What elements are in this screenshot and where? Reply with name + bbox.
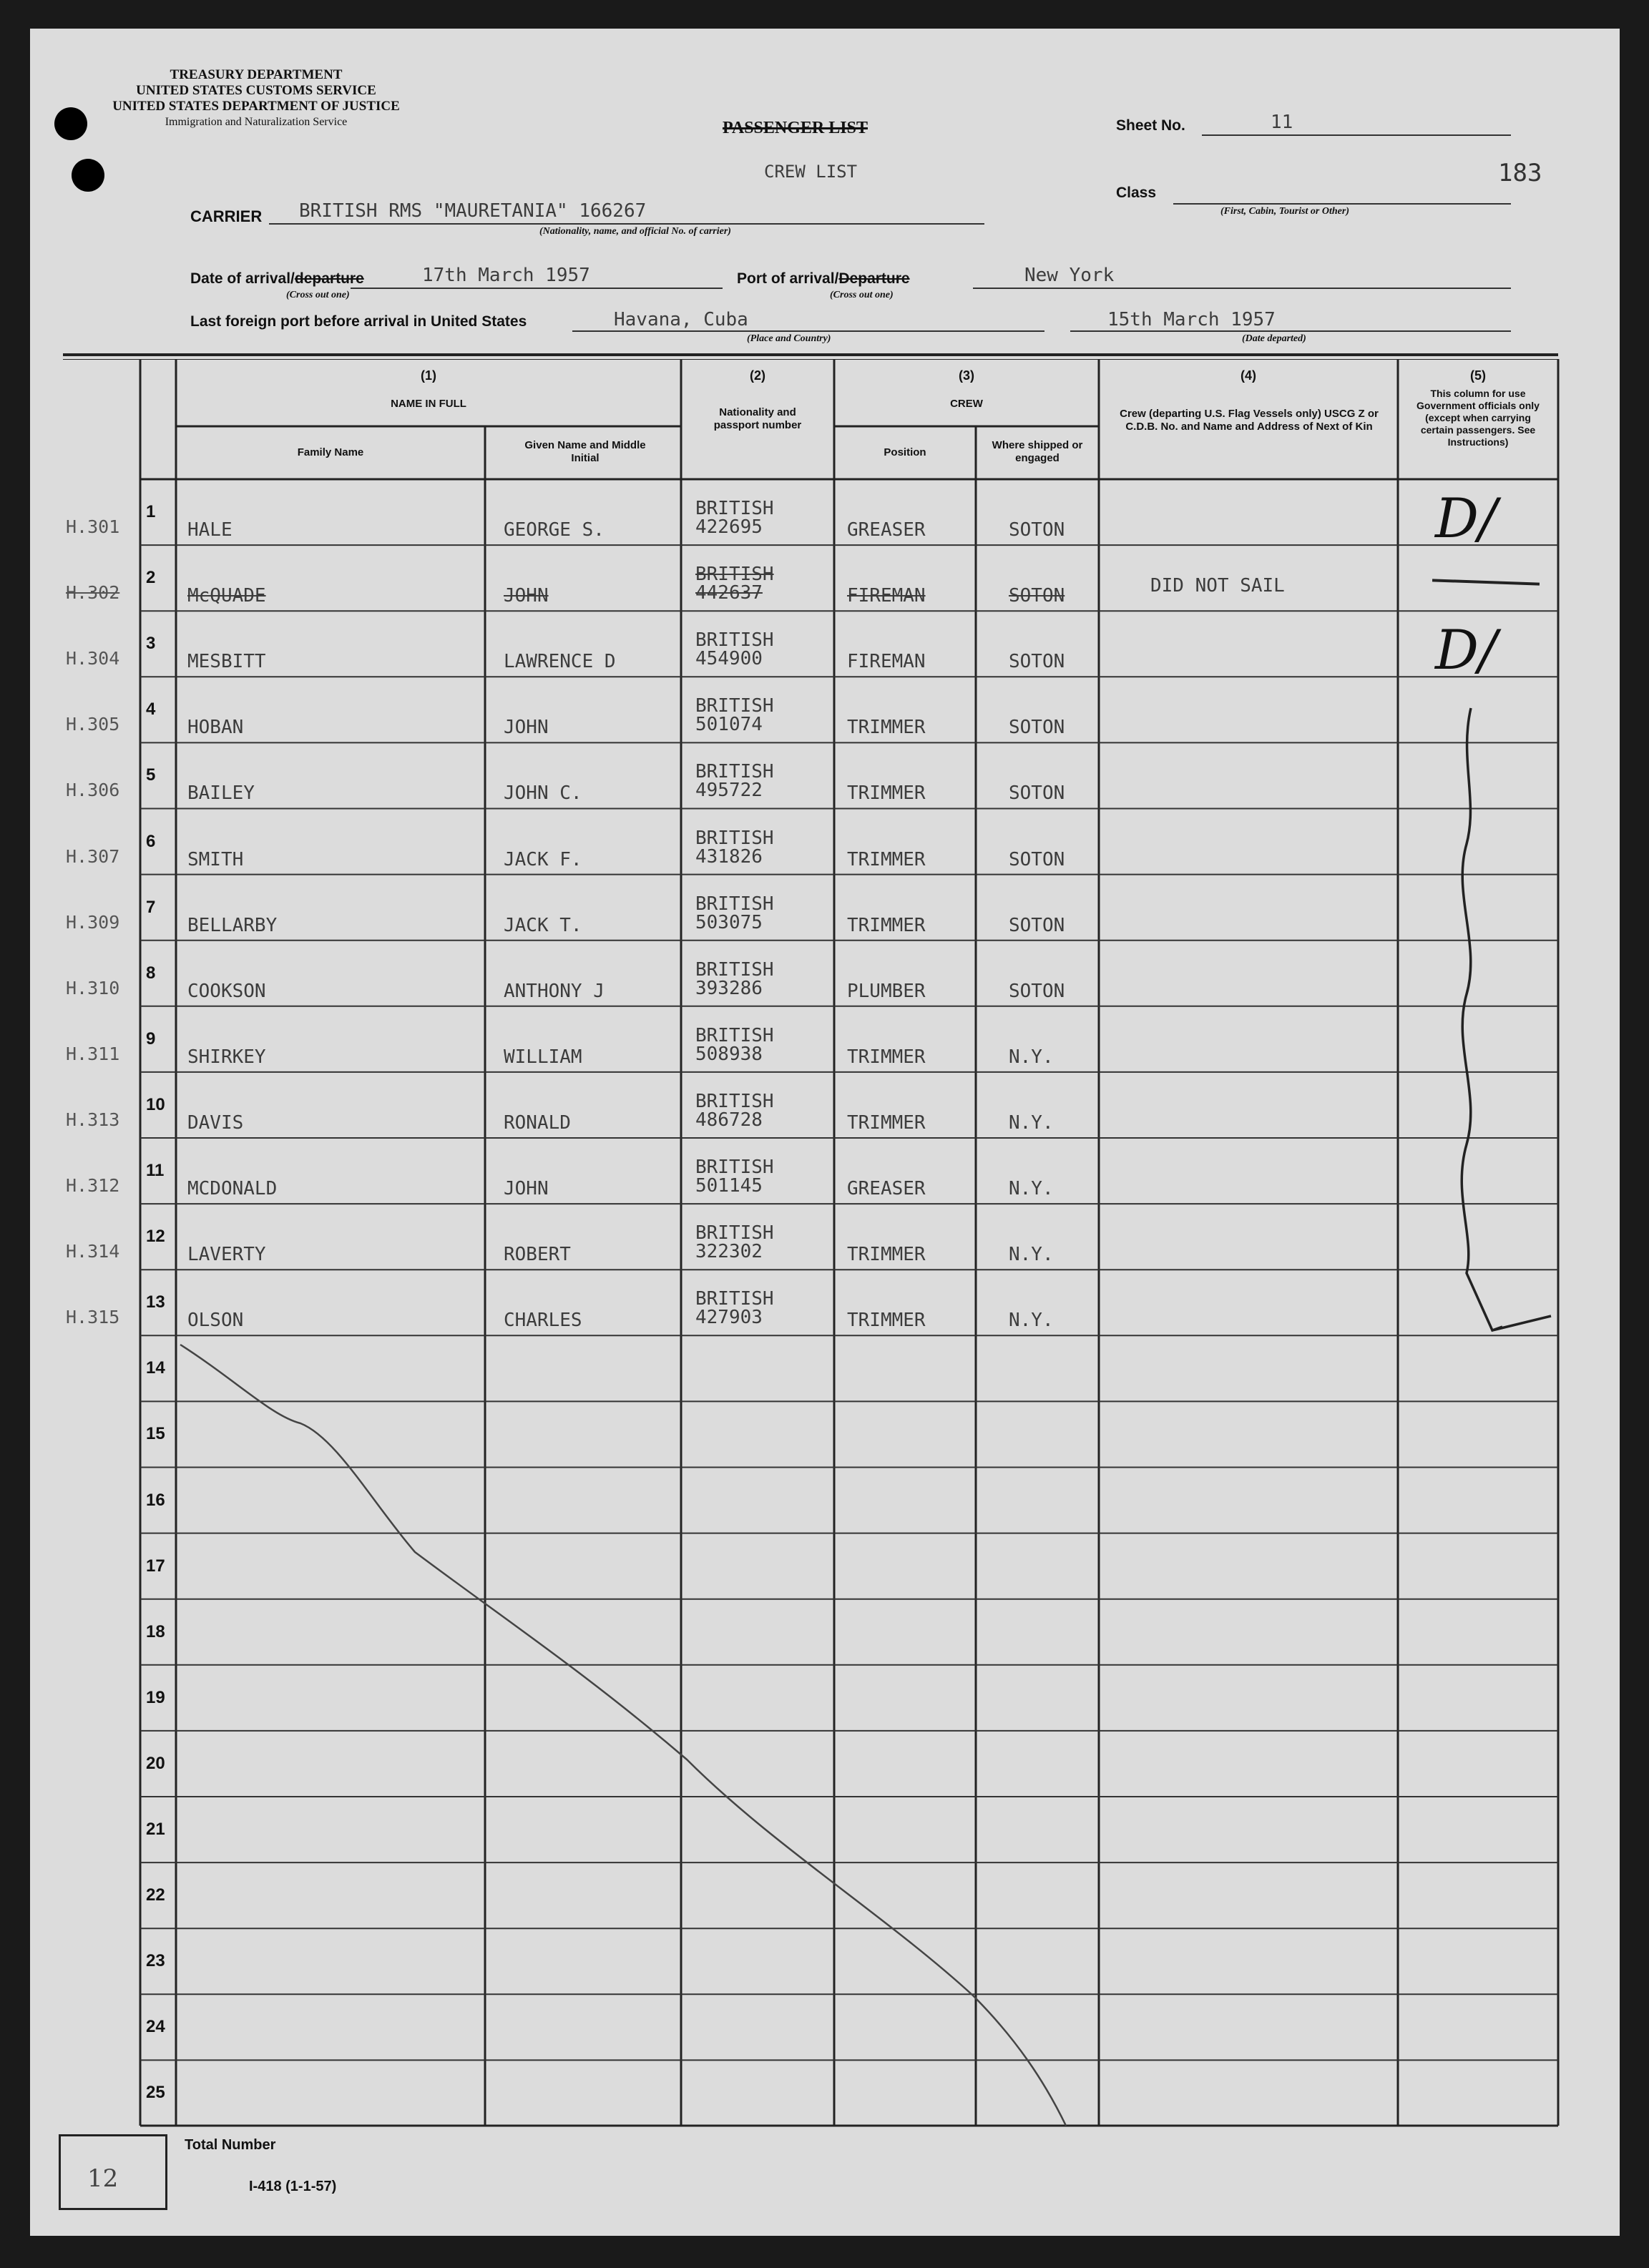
row-number: 10 (146, 1094, 165, 1114)
nationality: BRITISH (695, 629, 774, 652)
col3-number: (3) (959, 368, 974, 383)
where-shipped: SOTON (1009, 914, 1065, 936)
family-name: DAVIS (187, 1111, 244, 1134)
family-name: OLSON (187, 1310, 244, 1332)
row-reference: H.309 (66, 911, 120, 933)
position: TRIMMER (847, 914, 926, 936)
port-cross-caption: (Cross out one) (830, 290, 894, 300)
row-reference: H.301 (66, 516, 120, 537)
where-shipped: N.Y. (1009, 1244, 1054, 1266)
col-position: Position (884, 446, 926, 458)
passport-number: 427903 (695, 1307, 763, 1329)
row-reference: H.307 (66, 845, 120, 867)
family-name: MESBITT (187, 651, 266, 673)
col5-number: (5) (1470, 368, 1486, 383)
row-reference: H.315 (66, 1307, 120, 1328)
last-port-label: Last foreign port before arrival in United States (190, 313, 527, 330)
row-number: 13 (146, 1292, 165, 1312)
position: TRIMMER (847, 1111, 926, 1134)
row-number: 8 (146, 963, 156, 983)
nationality: BRITISH (695, 695, 774, 717)
carrier-value: BRITISH RMS "MAURETANIA" 166267 (299, 200, 647, 222)
handwritten-bracket (1462, 708, 1551, 1330)
date-departed-caption: (Date departed) (1242, 333, 1306, 344)
passport-number: 322302 (695, 1241, 763, 1263)
family-name: LAVERTY (187, 1244, 266, 1266)
row-number: 16 (146, 1490, 165, 1510)
nationality: BRITISH (695, 827, 774, 849)
col1-number: (1) (421, 368, 436, 383)
row-reference: H.306 (66, 780, 120, 801)
family-name: SHIRKEY (187, 1046, 266, 1068)
col1-title: NAME IN FULL (391, 398, 466, 410)
col4-number: (4) (1241, 368, 1256, 383)
passport-number: 486728 (695, 1109, 763, 1131)
where-shipped: SOTON (1009, 980, 1065, 1002)
sheet-label: Sheet No. (1116, 117, 1185, 134)
agency-line-2: UNITED STATES CUSTOMS SERVICE (136, 83, 376, 98)
passport-number: 442637 (695, 582, 763, 604)
arrival-cross-caption: (Cross out one) (286, 290, 350, 300)
row-number: 12 (146, 1227, 165, 1247)
row-number: 1 (146, 502, 156, 521)
agency-line-4: Immigration and Naturalization Service (165, 116, 348, 128)
class-caption: (First, Cabin, Tourist or Other) (1220, 206, 1349, 217)
passport-number: 501074 (695, 714, 763, 736)
list-title: CREW LIST (764, 162, 858, 182)
where-shipped: N.Y. (1009, 1178, 1054, 1199)
row-reference: H.311 (66, 1043, 120, 1064)
row-reference: H.314 (66, 1241, 120, 1262)
row-number: 2 (146, 568, 156, 588)
nationality: BRITISH (695, 1288, 774, 1310)
last-port-caption: (Place and Country) (747, 333, 831, 344)
col-family-name: Family Name (297, 446, 364, 458)
col-where-shipped: Where shipped or engaged (992, 439, 1083, 464)
official-mark: D/ (1435, 618, 1497, 682)
where-shipped: N.Y. (1009, 1046, 1054, 1068)
passport-number: 454900 (695, 648, 763, 670)
row-number: 24 (146, 2017, 165, 2037)
row-reference: H.304 (66, 648, 120, 669)
remark: DID NOT SAIL (1150, 575, 1285, 597)
position: TRIMMER (847, 1310, 926, 1332)
passport-number: 508938 (695, 1043, 763, 1065)
row-reference: H.313 (66, 1109, 120, 1130)
row-number: 5 (146, 765, 156, 785)
given-name: ANTHONY J (504, 980, 605, 1002)
position: FIREMAN (847, 651, 926, 673)
given-name: WILLIAM (504, 1046, 582, 1068)
last-port-value: Havana, Cuba (614, 309, 748, 330)
agency-line-1: TREASURY DEPARTMENT (170, 67, 343, 82)
given-name: JOHN (504, 1178, 549, 1199)
family-name: MCDONALD (187, 1178, 278, 1199)
total-label: Total Number (185, 2137, 276, 2153)
official-mark: D/ (1435, 486, 1497, 550)
family-name: SMITH (187, 848, 244, 870)
row-reference: H.312 (66, 1175, 120, 1196)
row-reference: H.310 (66, 977, 120, 998)
nationality: BRITISH (695, 958, 774, 981)
nationality: BRITISH (695, 1024, 774, 1046)
row-number: 3 (146, 634, 156, 654)
where-shipped: N.Y. (1009, 1111, 1054, 1134)
passport-number: 503075 (695, 911, 763, 933)
col5-title: This column for use Government officials only (except when carrying certain passengers. See Instructions) (1416, 388, 1540, 448)
row-number: 7 (146, 897, 156, 917)
form-id: I-418 (1-1-57) (249, 2179, 337, 2194)
given-name: JOHN C. (504, 782, 582, 805)
given-name: RONALD (504, 1111, 571, 1134)
family-name: HOBAN (187, 717, 244, 739)
where-shipped: SOTON (1009, 519, 1065, 541)
nationality: BRITISH (695, 893, 774, 915)
position: TRIMMER (847, 782, 926, 805)
row-number: 11 (146, 1161, 165, 1180)
col3-title: CREW (950, 398, 983, 410)
given-name: JACK F. (504, 848, 582, 870)
row-number: 9 (146, 1029, 156, 1049)
passport-number: 431826 (695, 845, 763, 868)
row-number: 18 (146, 1621, 165, 1641)
row-number: 14 (146, 1358, 165, 1378)
row-number: 19 (146, 1687, 165, 1707)
position: PLUMBER (847, 980, 926, 1002)
row-reference: H.305 (66, 714, 120, 735)
given-name: ROBERT (504, 1244, 571, 1266)
arrival-date-label-text: Date of arrival/ (190, 270, 295, 287)
col2-title: Nationality and passport number (713, 406, 802, 431)
col2-number: (2) (750, 368, 765, 383)
total-value: 12 (87, 2164, 119, 2193)
where-shipped: SOTON (1009, 585, 1065, 607)
family-name: COOKSON (187, 980, 266, 1002)
sheet-number: 11 (1271, 112, 1293, 133)
where-shipped: SOTON (1009, 717, 1065, 739)
passport-number: 422695 (695, 516, 763, 538)
given-name: LAWRENCE D (504, 651, 616, 673)
carrier-label: CARRIER (190, 207, 263, 225)
passport-number: 393286 (695, 977, 763, 999)
page-number: 183 (1498, 159, 1542, 187)
position: GREASER (847, 519, 926, 541)
passport-number: 495722 (695, 780, 763, 802)
date-departed-value: 15th March 1957 (1107, 309, 1276, 330)
row-number: 21 (146, 1820, 165, 1839)
given-name: JOHN (504, 585, 549, 607)
family-name: BAILEY (187, 782, 255, 805)
nationality: BRITISH (695, 1222, 774, 1245)
col4-title: Crew (departing U.S. Flag Vessels only) USCG Z or C.D.B. No. and Name and Address of Next of Kin (1120, 408, 1379, 433)
row-number: 23 (146, 1951, 165, 1971)
position: GREASER (847, 1178, 926, 1199)
col-given-name: Given Name and Middle Initial (524, 439, 646, 464)
row-number: 25 (146, 2083, 165, 2103)
given-name: JOHN (504, 717, 549, 739)
port-label-text: Port of arrival/ (737, 270, 839, 287)
carrier-caption: (Nationality, name, and official No. of carrier) (539, 226, 731, 237)
given-name: CHARLES (504, 1310, 582, 1332)
list-title-struck: PASSENGER LIST (723, 119, 868, 137)
position: TRIMMER (847, 1244, 926, 1266)
port-struck: Departure (838, 270, 910, 287)
class-label: Class (1116, 185, 1157, 201)
agency-line-3: UNITED STATES DEPARTMENT OF JUSTICE (112, 99, 400, 114)
port-value: New York (1024, 265, 1115, 286)
row-number: 6 (146, 831, 156, 851)
nationality: BRITISH (695, 1157, 774, 1178)
where-shipped: SOTON (1009, 651, 1065, 673)
given-name: GEORGE S. (504, 519, 605, 541)
nationality: BRITISH (695, 761, 774, 783)
where-shipped: SOTON (1009, 782, 1065, 805)
nationality: BRITISH (695, 564, 774, 586)
given-name: JACK T. (504, 914, 582, 936)
passport-number: 501145 (695, 1175, 763, 1197)
family-name: HALE (187, 519, 233, 541)
family-name: McQUADE (187, 585, 266, 607)
position: TRIMMER (847, 848, 926, 870)
family-name: BELLARBY (187, 914, 278, 936)
arrival-date-struck: departure (294, 270, 364, 287)
row-reference: H.302 (66, 582, 120, 604)
row-number: 17 (146, 1556, 165, 1576)
position: TRIMMER (847, 717, 926, 739)
arrival-date-value: 17th March 1957 (422, 265, 590, 286)
nationality: BRITISH (695, 1090, 774, 1112)
position: FIREMAN (847, 585, 926, 607)
position: TRIMMER (847, 1046, 926, 1068)
nationality: BRITISH (695, 498, 774, 519)
void-diagonal-line (180, 1345, 1066, 2126)
where-shipped: SOTON (1009, 848, 1065, 870)
row-number: 20 (146, 1753, 165, 1773)
row-number: 22 (146, 1885, 165, 1905)
row-number: 4 (146, 699, 156, 720)
row-number: 15 (146, 1424, 165, 1444)
where-shipped: N.Y. (1009, 1310, 1054, 1332)
